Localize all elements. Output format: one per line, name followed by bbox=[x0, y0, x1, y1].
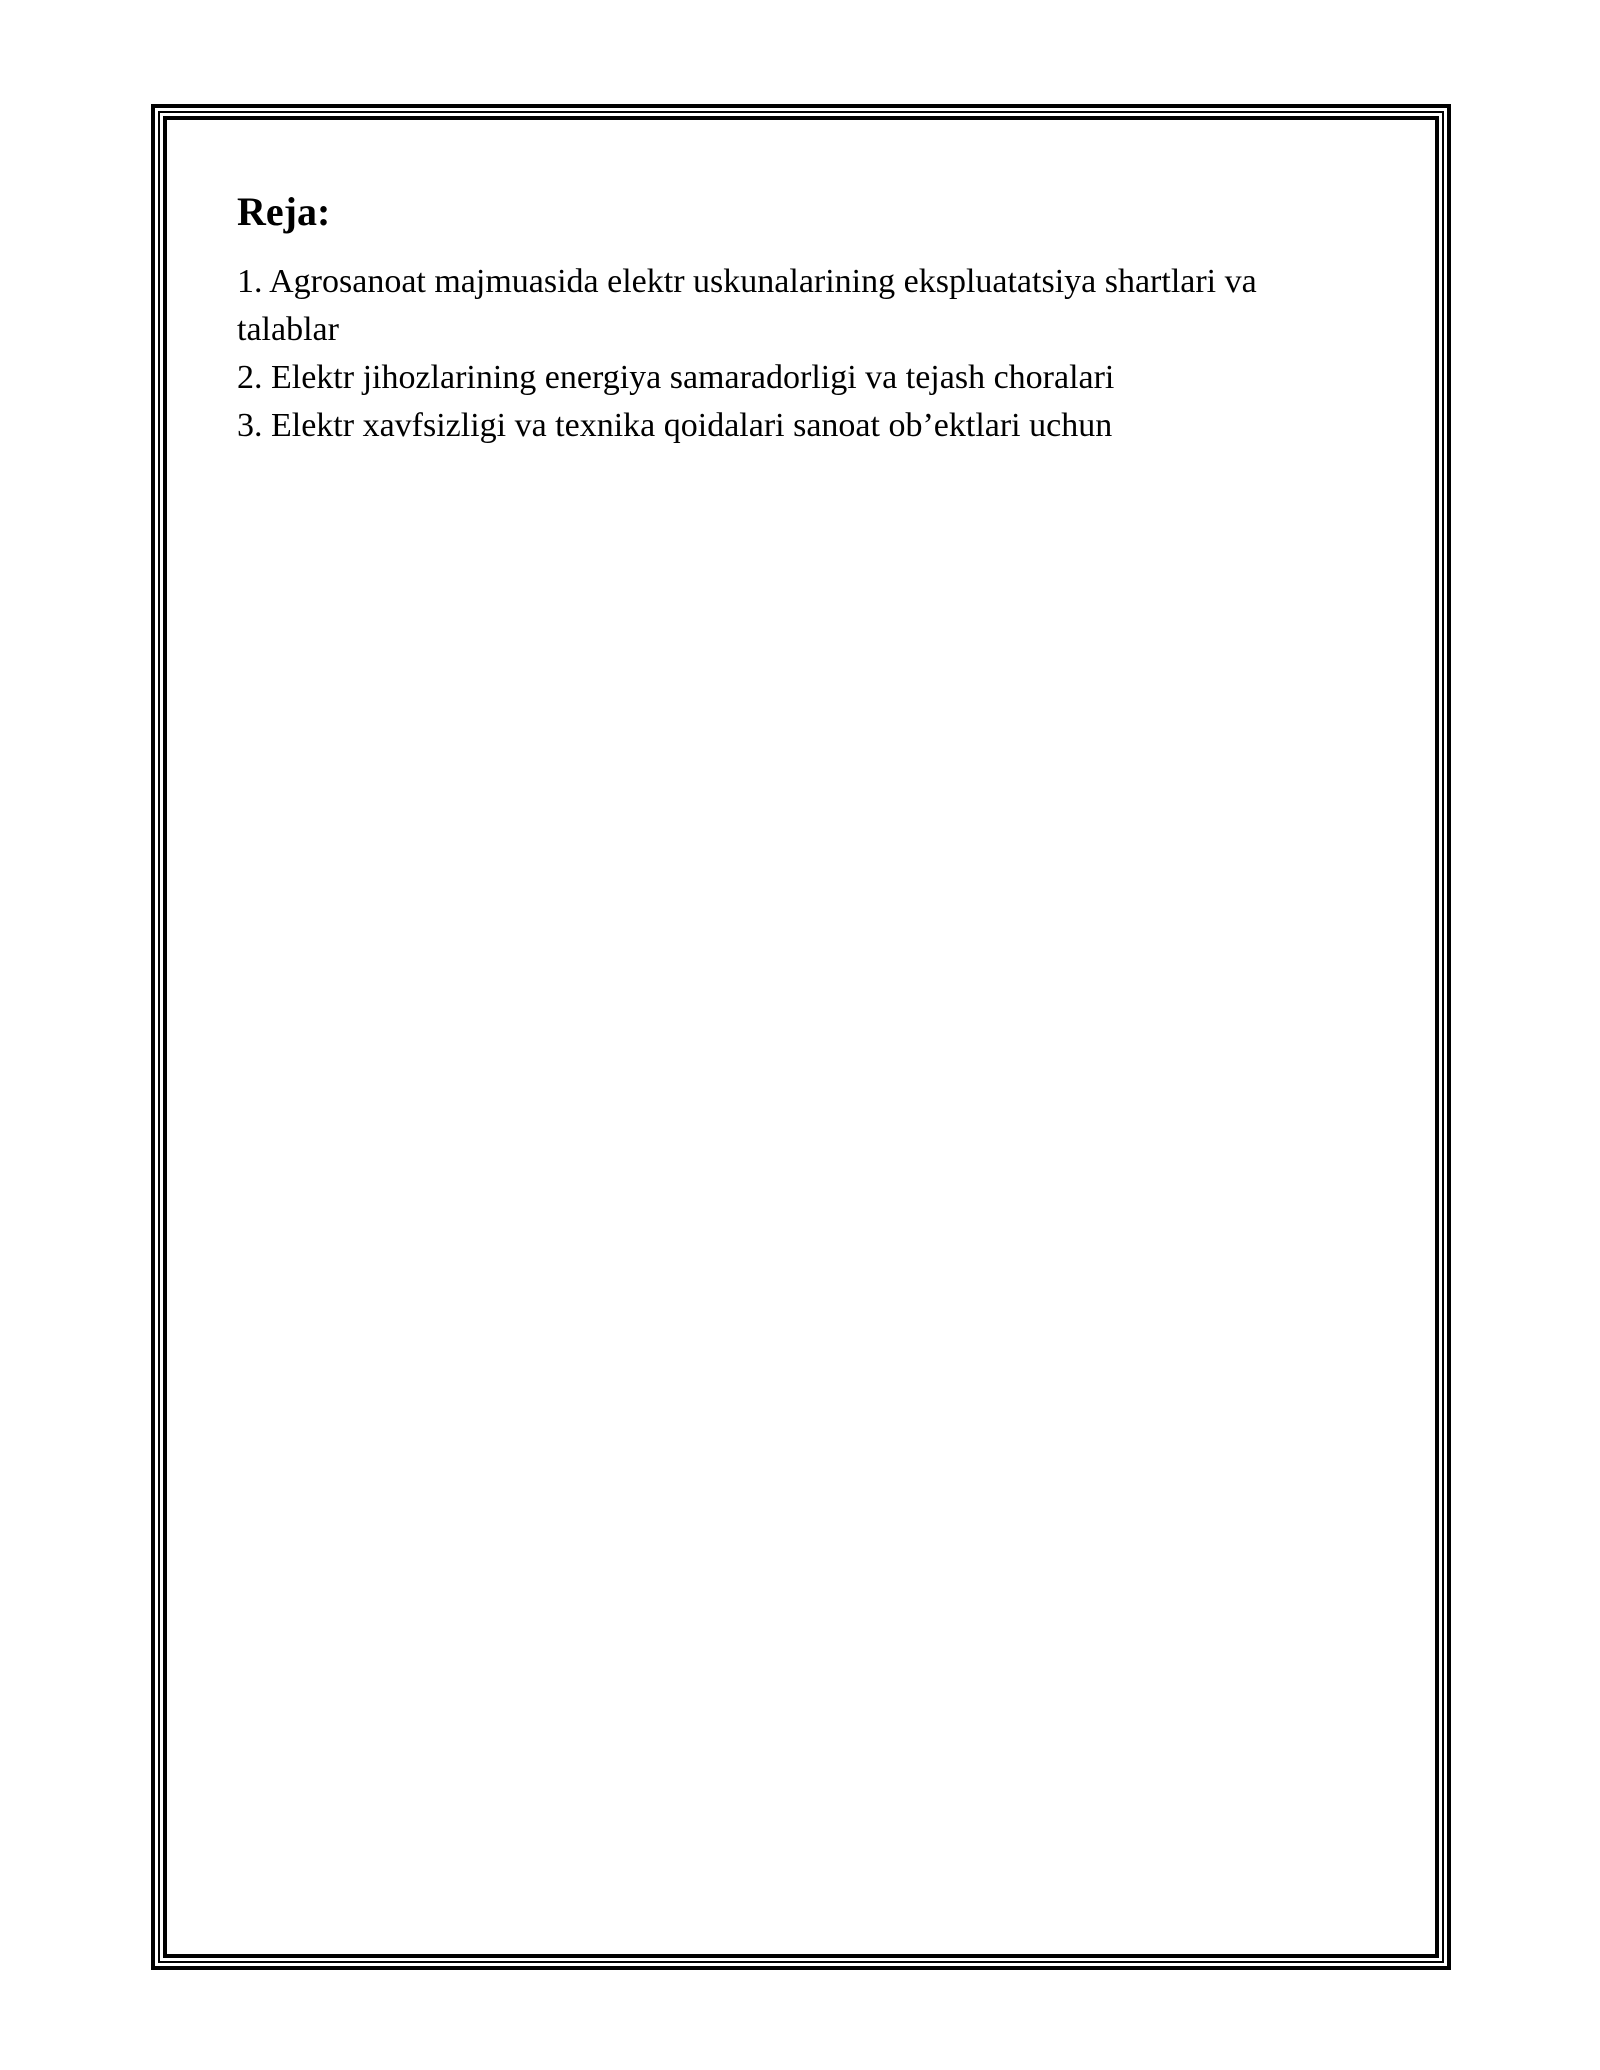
plan-list bbox=[237, 258, 1367, 450]
plan-item-1: 1. Agrosanoat majmuasida elektr uskunalarining ekspluatatsiya shartlari va talablar bbox=[237, 263, 1257, 348]
page-content bbox=[237, 188, 1367, 450]
plan-item-3: 3. Elektr xavfsizligi va texnika qoidalari sanoat ob’ektlari uchun bbox=[237, 407, 1113, 444]
plan-item-2: 2. Elektr jihozlarining energiya samaradorligi va tejash choralari bbox=[237, 359, 1115, 396]
plan-heading: Reja: bbox=[237, 189, 331, 234]
